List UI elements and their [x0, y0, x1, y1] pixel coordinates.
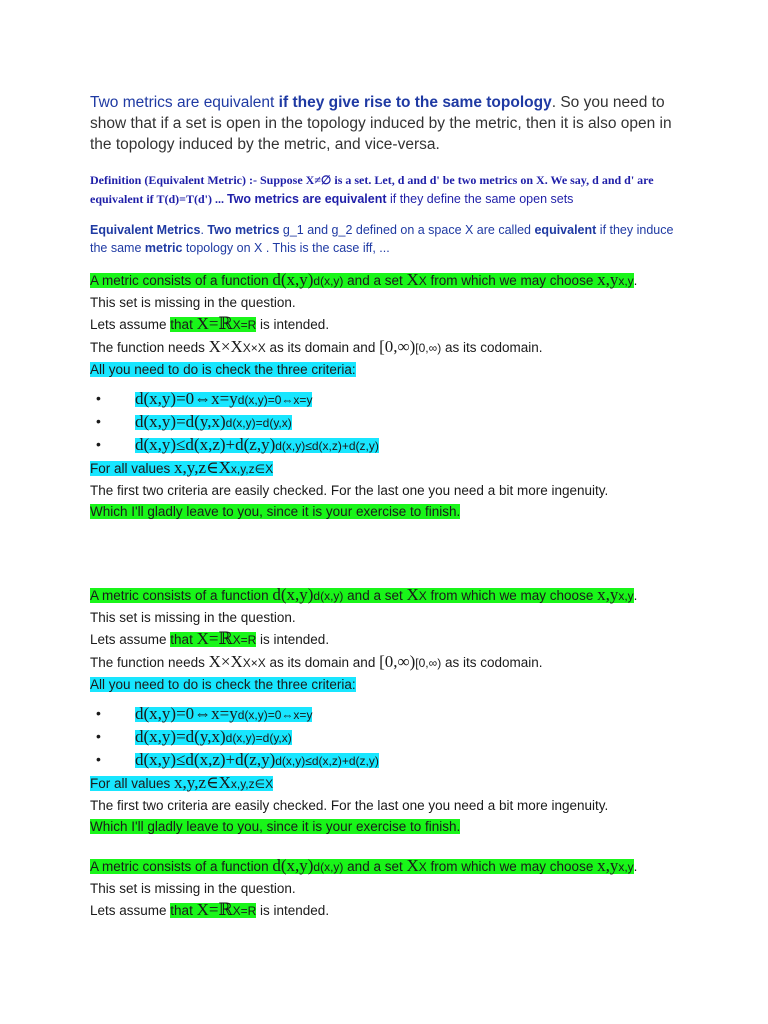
answer-line: [90, 855, 690, 878]
answer-l1-m3: x,y: [597, 856, 619, 875]
answer-line: [135, 727, 292, 746]
answer-l3-m: X=ℝ: [196, 629, 233, 648]
eqm-t4: topology on X . This is the case iff, ...: [182, 241, 390, 255]
answer-l1-m1: d(x,y): [272, 856, 314, 875]
answer-l3-b: that: [170, 903, 197, 918]
answer-block: [90, 855, 690, 922]
answer-l4-m2: [0,∞): [379, 337, 416, 356]
answer-l1-s3: x,y: [618, 274, 634, 288]
answer-l4-m: X×X: [208, 652, 243, 671]
answer-l6-a: For all values: [90, 461, 175, 476]
answer-block: [90, 269, 690, 522]
answer-l3-a: Lets assume: [90, 903, 171, 918]
answer-l1-m1: d(x,y): [272, 270, 314, 289]
answer-line: [90, 899, 690, 922]
answer-l8: Which I'll gladly leave to you, since it is your exercise to finish.: [90, 504, 461, 519]
definition-serif: Definition (Equivalent Metric) :- Suppose X≠∅ is a set. Let, d and d' be two metrics on X. We say, d and d' are equivalent if T(d)=T(d') ...: [90, 173, 654, 206]
answer-l1-c: from which we may choose: [426, 273, 598, 288]
document-page: [90, 92, 690, 922]
answer-l3-c: is intended.: [256, 903, 330, 918]
answer-l4-a: The function needs: [90, 655, 209, 670]
answer-c3-s: d(x,y)≤d(x,z)+d(z,y): [275, 754, 379, 768]
answer-l4-c: as its codomain.: [441, 655, 543, 670]
answer-line: [90, 816, 690, 837]
answer-line: [90, 703, 690, 772]
answer-l3-a: Lets assume: [90, 632, 171, 647]
answer-l3-s: X=R: [232, 904, 257, 918]
answer-l4-b: as its domain and: [265, 655, 380, 670]
answer-line: [135, 435, 379, 454]
answer-l1-s2: X: [418, 589, 427, 603]
intro-bold: if they give rise to the same topology: [274, 94, 552, 111]
answer-line: [90, 585, 634, 604]
answer-l4-m: X×X: [208, 337, 243, 356]
eqm-b3: equivalent: [534, 223, 597, 237]
equivalent-metrics-paragraph: [90, 221, 690, 257]
answer-l1-d: .: [633, 588, 638, 603]
answer-c3-m: d(x,y)≤d(x,z)+d(z,y): [135, 435, 276, 454]
answer-l1-a: A metric consists of a function: [90, 859, 273, 874]
answer-line: [90, 457, 690, 480]
answer-l8: Which I'll gladly leave to you, since it is your exercise to finish.: [90, 819, 461, 834]
answer-l1-m3: x,y: [597, 585, 619, 604]
answer-l7: The first two criteria are easily checked. For the last one you need a bit more ingenuity.: [90, 483, 609, 498]
eqm-t3: if they induce the same: [90, 223, 674, 255]
answer-line: [90, 651, 690, 674]
criterion-item: [90, 434, 690, 457]
eqm-b2: Two metrics: [207, 223, 280, 237]
criterion-item: [90, 749, 690, 772]
answer-l3-a: Lets assume: [90, 317, 171, 332]
answer-line: [135, 750, 379, 769]
answer-l2: This set is missing in the question.: [90, 881, 296, 896]
answer-l3-c: is intended.: [256, 317, 330, 332]
answer-l4-a: The function needs: [90, 340, 209, 355]
eqm-t2: g_1 and g_2 defined on a space X are called: [279, 223, 535, 237]
answer-l3-c: is intended.: [256, 632, 330, 647]
answer-l4-c: as its codomain.: [441, 340, 543, 355]
answer-line: [90, 501, 690, 522]
answer-l3-b: that: [170, 632, 197, 647]
definition-paragraph: [90, 171, 690, 209]
answer-l3-s: X=R: [232, 318, 257, 332]
answer-line: [90, 772, 690, 795]
answer-c2-m: d(x,y)=d(y,x): [135, 727, 226, 746]
answer-line: [90, 336, 690, 359]
answer-line: [90, 773, 274, 792]
answer-c3-s: d(x,y)≤d(x,z)+d(z,y): [275, 439, 379, 453]
answer-l3-m: X=ℝ: [196, 900, 233, 919]
answer-c2-s: d(x,y)=d(y,x): [225, 416, 292, 430]
answer-line: [90, 856, 634, 875]
answer-l1-d: .: [633, 273, 638, 288]
answer-l6-a: For all values: [90, 776, 175, 791]
answer-l4-s: X×X: [242, 341, 266, 355]
answer-l4-s2: [0,∞): [415, 656, 442, 670]
answer-l3-m: X=ℝ: [196, 314, 233, 333]
answer-l1-m2: X: [406, 856, 419, 875]
answer-l1-s2: X: [418, 274, 427, 288]
answer-l1-m1: d(x,y): [272, 585, 314, 604]
intro-rest: . So you need to show that if a set is open in the topology induced by the metric, then it is also open in the topology induced by the metric, and vice-versa.: [90, 94, 672, 153]
answer-l1-m2: X: [406, 585, 419, 604]
answer-l2: This set is missing in the question.: [90, 610, 296, 625]
answer-l1-m3: x,y: [597, 270, 619, 289]
answer-c1-s: d(x,y)=0⇔x=y: [237, 708, 313, 722]
answer-line: [135, 704, 313, 723]
answer-c1-m: d(x,y)=0⇔x=y: [135, 704, 238, 723]
answer-line: [135, 412, 292, 431]
answer-c2-m: d(x,y)=d(y,x): [135, 412, 226, 431]
answer-l6-m: x,y,z∈X: [174, 458, 231, 477]
answer-l1-b: and a set: [343, 588, 407, 603]
criterion-item: [90, 388, 690, 411]
answer-l1-s3: x,y: [618, 589, 634, 603]
answer-l3-s: X=R: [232, 633, 257, 647]
answer-l1-b: and a set: [343, 859, 407, 874]
answer-line: [90, 628, 690, 651]
answer-l6-m: x,y,z∈X: [174, 773, 231, 792]
intro-lead: Two metrics are equivalent: [90, 94, 275, 111]
answer-l5: All you need to do is check the three criteria:: [90, 677, 356, 692]
answer-line: [90, 674, 690, 695]
answer-l6-s: x,y,z∈X: [230, 462, 274, 476]
answer-line: [90, 584, 690, 607]
answer-line: [170, 900, 257, 919]
answer-l4-s2: [0,∞): [415, 341, 442, 355]
definition-bold-tail: Two metrics are equivalent: [226, 192, 387, 206]
answer-l2: This set is missing in the question.: [90, 295, 296, 310]
answer-line: [90, 269, 690, 292]
answer-l4-s: X×X: [242, 656, 266, 670]
answer-l7: The first two criteria are easily checked. For the last one you need a bit more ingenuity.: [90, 798, 609, 813]
answer-l1-m2: X: [406, 270, 419, 289]
answer-line: [90, 458, 274, 477]
answer-l3-b: that: [170, 317, 197, 332]
answer-l4-b: as its domain and: [265, 340, 380, 355]
eqm-b1: Equivalent Metrics: [90, 223, 201, 237]
answer-l1-a: A metric consists of a function: [90, 588, 273, 603]
answer-c2-s: d(x,y)=d(y,x): [225, 731, 292, 745]
answer-line: [135, 389, 313, 408]
answer-l1-s1: d(x,y): [313, 589, 344, 603]
answer-l1-c: from which we may choose: [426, 859, 598, 874]
answer-c1-m: d(x,y)=0⇔x=y: [135, 389, 238, 408]
eqm-b4: metric: [144, 241, 183, 255]
answer-line: [90, 388, 690, 457]
definition-tail: if they define the same open sets: [386, 192, 574, 206]
answer-line: [90, 270, 634, 289]
criterion-item: [90, 411, 690, 434]
answer-c3-m: d(x,y)≤d(x,z)+d(z,y): [135, 750, 276, 769]
answer-l1-b: and a set: [343, 273, 407, 288]
answer-l5: All you need to do is check the three criteria:: [90, 362, 356, 377]
answer-line: [90, 313, 690, 336]
answer-l1-s1: d(x,y): [313, 860, 344, 874]
answer-l1-s3: x,y: [618, 860, 634, 874]
answer-l1-s1: d(x,y): [313, 274, 344, 288]
criterion-item: [90, 703, 690, 726]
answer-l4-m2: [0,∞): [379, 652, 416, 671]
intro-paragraph: [90, 92, 690, 155]
eqm-t1: .: [200, 223, 208, 237]
answer-l1-a: A metric consists of a function: [90, 273, 273, 288]
answer-line: [170, 629, 257, 648]
answer-l1-s2: X: [418, 860, 427, 874]
answer-l6-s: x,y,z∈X: [230, 777, 274, 791]
answer-l1-d: .: [633, 859, 638, 874]
answer-line: [90, 359, 690, 380]
answer-block: [90, 584, 690, 837]
answer-l1-c: from which we may choose: [426, 588, 598, 603]
criterion-item: [90, 726, 690, 749]
answer-line: [170, 314, 257, 333]
answer-c1-s: d(x,y)=0⇔x=y: [237, 393, 313, 407]
